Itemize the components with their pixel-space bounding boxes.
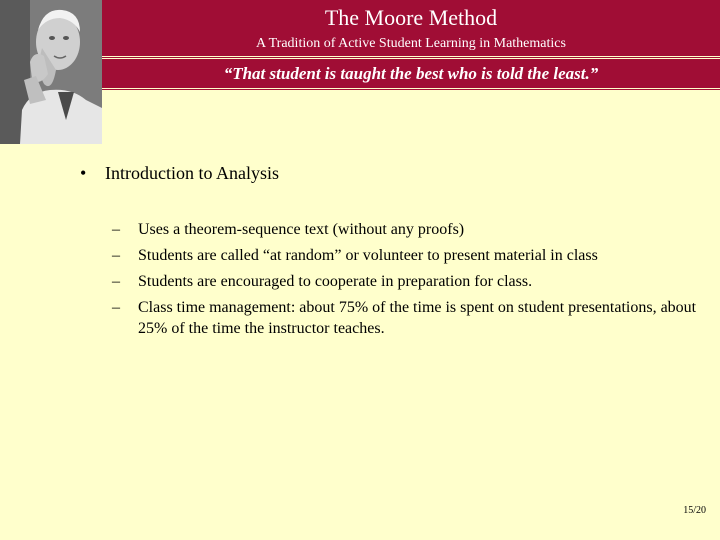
header-divider [102, 57, 720, 58]
dash-marker: – [112, 247, 120, 264]
portrait-photo [0, 0, 102, 144]
bullet-marker: • [80, 163, 87, 183]
sub-item-text: Class time management: about 75% of the time is spent on student presentations, about 25% of the time the instructor teaches. [138, 299, 697, 337]
dash-marker: – [112, 221, 120, 238]
sub-item-text: Uses a theorem-sequence text (without any proofs) [138, 221, 465, 238]
bullet-text: Introduction to Analysis [105, 163, 279, 183]
sub-item-text: Students are called “at random” or volunteer to present material in class [138, 247, 598, 264]
page-number: 15/20 [683, 505, 706, 516]
sub-item-text: Students are encouraged to cooperate in preparation for class. [138, 273, 533, 290]
dash-marker: – [112, 273, 120, 290]
slide-subtitle: A Tradition of Active Student Learning in Mathematics [256, 36, 566, 51]
slide-title: The Moore Method [324, 5, 498, 30]
dash-marker: – [112, 299, 120, 316]
quote-text: “That student is taught the best who is told the least.” [223, 64, 599, 83]
quote-divider [102, 89, 720, 90]
portrait-illustration [0, 0, 102, 144]
